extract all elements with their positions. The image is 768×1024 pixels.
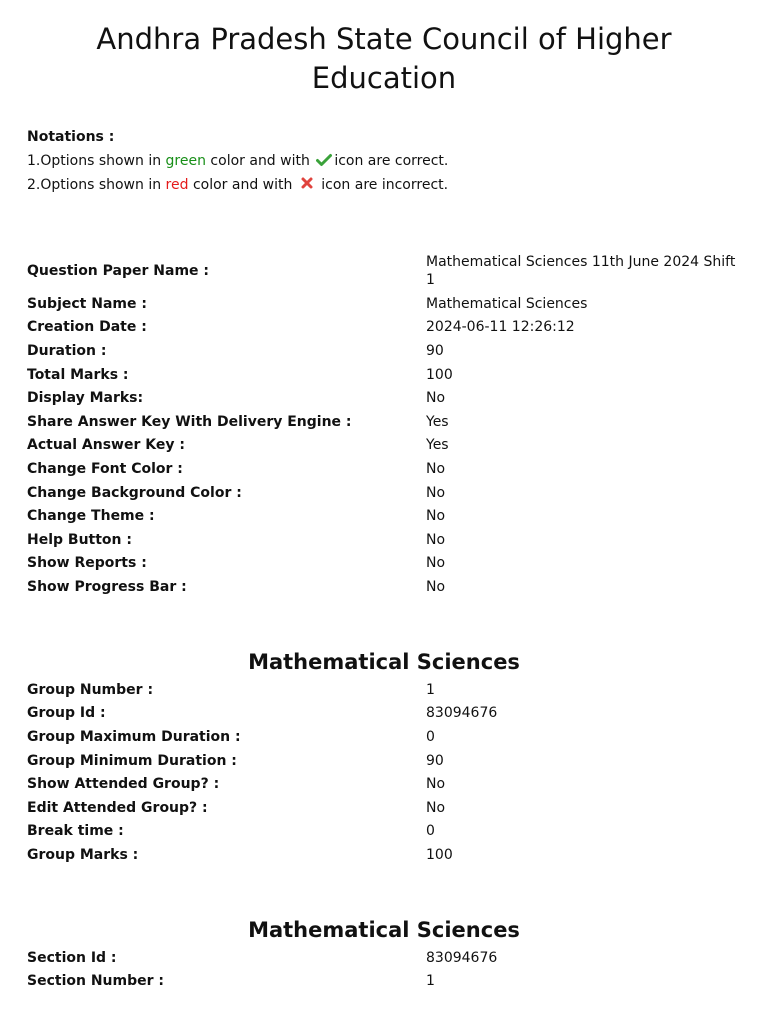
row-label: Group Id :	[27, 705, 106, 722]
row-label: Duration :	[27, 342, 107, 359]
row-label: Show Attended Group? :	[27, 776, 220, 793]
row-value: Mathematical Sciences	[426, 295, 588, 312]
table-row	[27, 678, 747, 702]
row-value: 0	[426, 823, 435, 840]
table-row	[27, 702, 747, 726]
row-label: Group Number :	[27, 681, 154, 698]
row-label: Show Reports :	[27, 555, 147, 572]
row-value: Mathematical Sciences 11th June 2024 Shift 1	[426, 254, 736, 288]
row-value: No	[426, 555, 446, 572]
table-row	[27, 725, 747, 749]
notation-red-word: red	[165, 177, 189, 193]
row-value: No	[426, 776, 446, 793]
table-row	[27, 552, 747, 576]
row-value: 1	[426, 973, 435, 990]
notation-correct-prefix: 1.Options shown in	[27, 153, 166, 169]
row-value: 90	[426, 342, 444, 359]
row-value: 0	[426, 728, 435, 745]
table-row	[27, 410, 747, 434]
table-row	[27, 481, 747, 505]
row-value: No	[426, 484, 446, 501]
row-label: Change Background Color :	[27, 484, 242, 501]
row-value: 83094676	[426, 949, 498, 966]
row-label: Section Number :	[27, 973, 164, 990]
row-label: Total Marks :	[27, 366, 129, 383]
notation-incorrect-middle: color and with	[188, 177, 293, 193]
row-label: Display Marks:	[27, 390, 144, 407]
notation-correct-middle: color and with	[205, 153, 310, 169]
table-row	[27, 434, 747, 458]
notation-correct	[27, 152, 448, 170]
table-row	[27, 316, 747, 340]
row-value: 100	[426, 366, 453, 383]
notation-incorrect-prefix: 2.Options shown in	[27, 177, 166, 193]
row-value: 83094676	[426, 705, 498, 722]
row-label: Show Progress Bar :	[27, 578, 187, 595]
table-row	[27, 843, 747, 867]
row-label: Section Id :	[27, 949, 117, 966]
row-value: No	[426, 508, 446, 525]
row-value: 1	[426, 681, 435, 698]
row-value: No	[426, 799, 446, 816]
row-value: 90	[426, 752, 444, 769]
table-row	[27, 363, 747, 387]
section-section-title: Mathematical Sciences	[248, 918, 520, 942]
row-value: No	[426, 460, 446, 477]
row-label: Change Font Color :	[27, 460, 183, 477]
group-info-table	[27, 678, 747, 867]
table-row	[27, 339, 747, 363]
table-row	[27, 796, 747, 820]
page-title: Andhra Pradesh State Council of Higher Education	[96, 22, 672, 95]
row-label: Group Minimum Duration :	[27, 752, 237, 769]
row-label: Break time :	[27, 823, 124, 840]
table-row	[27, 386, 747, 410]
notation-correct-suffix: icon are correct.	[334, 153, 449, 169]
row-label: Group Marks :	[27, 846, 139, 863]
row-value: No	[426, 531, 446, 548]
notations-heading: Notations :	[27, 129, 115, 145]
notation-incorrect	[27, 176, 448, 194]
table-row	[27, 504, 747, 528]
paper-info-table	[27, 250, 747, 599]
table-row	[27, 575, 747, 599]
row-label: Question Paper Name :	[27, 263, 209, 279]
table-row	[27, 749, 747, 773]
section-info-table	[27, 946, 747, 993]
row-label: Change Theme :	[27, 508, 155, 525]
table-row	[27, 772, 747, 796]
table-row	[27, 292, 747, 316]
notation-green-word: green	[165, 153, 206, 169]
row-label: Group Maximum Duration :	[27, 728, 241, 745]
row-value: 2024-06-11 12:26:12	[426, 319, 575, 336]
row-value: Yes	[426, 437, 449, 454]
row-label: Subject Name :	[27, 295, 147, 312]
table-row	[27, 250, 747, 292]
check-icon	[316, 153, 332, 167]
row-label: Edit Attended Group? :	[27, 799, 208, 816]
row-value: Yes	[426, 413, 449, 430]
row-label: Share Answer Key With Delivery Engine :	[27, 413, 352, 430]
row-value: No	[426, 390, 446, 407]
table-row	[27, 820, 747, 844]
table-row	[27, 946, 747, 970]
row-label: Creation Date :	[27, 319, 147, 336]
table-row	[27, 528, 747, 552]
cross-icon	[300, 176, 314, 190]
row-label: Help Button :	[27, 531, 132, 548]
table-row	[27, 457, 747, 481]
group-section-title: Mathematical Sciences	[248, 650, 520, 674]
row-label: Actual Answer Key :	[27, 437, 185, 454]
row-value: 100	[426, 846, 453, 863]
notation-incorrect-suffix: icon are incorrect.	[316, 177, 449, 193]
table-row	[27, 970, 747, 994]
row-value: No	[426, 578, 446, 595]
